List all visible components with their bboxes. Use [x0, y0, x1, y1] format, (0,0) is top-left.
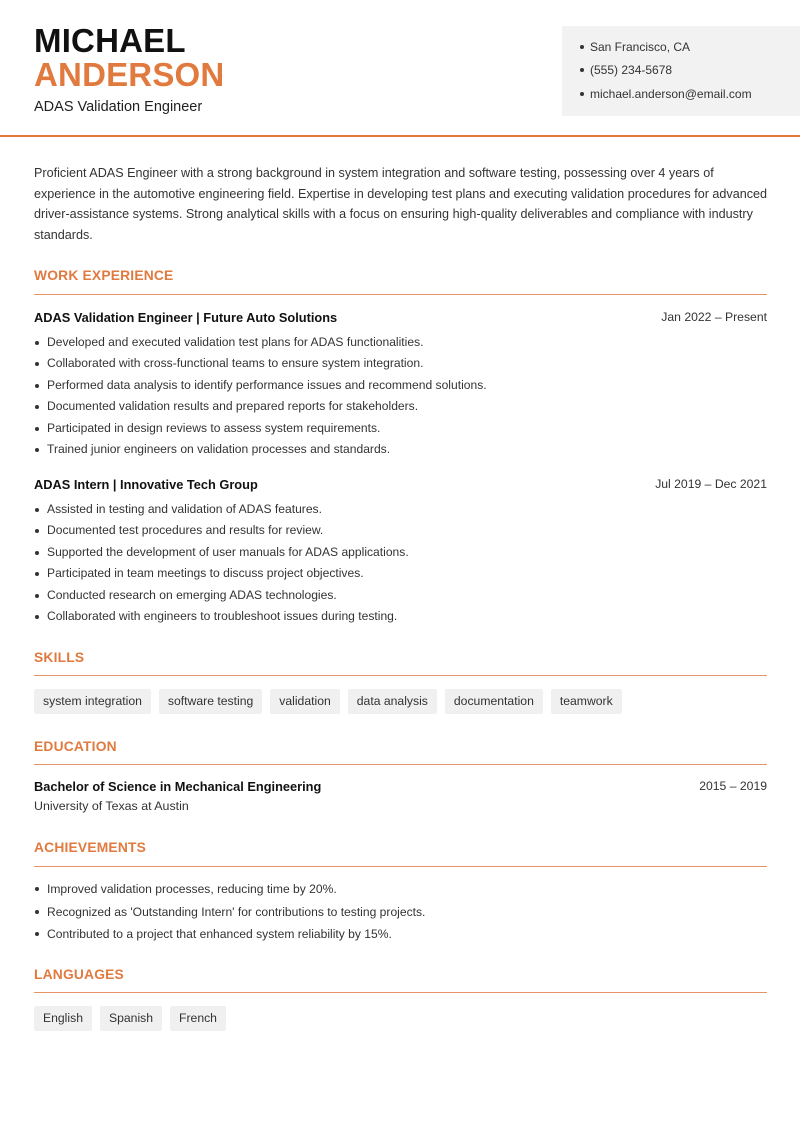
education-dates: 2015 – 2019 [699, 779, 767, 793]
summary-paragraph: Proficient ADAS Engineer with a strong background in system integration and software testing, possessing over 4 years of experience in the automotive engineering field. Expertise in developing test plans and executing validation procedures for advanced driver-assistance systems. Strong analytical skills with a focus on ensuring high-quality deliverables and compliance with industry standards. [34, 166, 768, 243]
location-text: San Francisco, CA [590, 40, 691, 54]
section-divider [34, 675, 767, 676]
job-dates-2: Jul 2019 – Dec 2021 [655, 477, 767, 491]
phone-text: (555) 234-5678 [590, 63, 673, 77]
job-2-bullets [34, 499, 764, 627]
list-item: Collaborated with engineers to troubleshoot issues during testing. [34, 606, 764, 627]
list-item: Conducted research on emerging ADAS technologies. [34, 585, 764, 606]
skills-heading: SKILLS [34, 650, 85, 665]
language-tag: Spanish [100, 1006, 162, 1031]
list-item: Collaborated with cross-functional teams to ensure system integration. [34, 353, 764, 374]
bullet-icon [580, 92, 584, 96]
skill-tag: system integration [34, 689, 151, 714]
skill-tag: documentation [445, 689, 543, 714]
section-divider [34, 294, 767, 295]
work-experience-heading: WORK EXPERIENCE [34, 268, 174, 283]
list-item: Supported the development of user manuals for ADAS applications. [34, 542, 764, 563]
list-item: Trained junior engineers on validation processes and standards. [34, 439, 764, 460]
list-item: Improved validation processes, reducing time by 20%. [34, 878, 764, 901]
list-item: Assisted in testing and validation of ADAS features. [34, 499, 764, 520]
list-item: Contributed to a project that enhanced system reliability by 15%. [34, 923, 764, 946]
contact-location [580, 40, 690, 54]
job-1-bullets [34, 332, 764, 460]
list-item: Developed and executed validation test plans for ADAS functionalities. [34, 332, 764, 353]
skill-tag: validation [270, 689, 340, 714]
degree-title: Bachelor of Science in Mechanical Engineering [34, 779, 322, 794]
skill-tag: teamwork [551, 689, 622, 714]
skills-tags [34, 689, 622, 714]
bullet-icon [580, 45, 584, 49]
job-title-1: ADAS Validation Engineer | Future Auto Solutions [34, 310, 338, 325]
job-title: ADAS Validation Engineer [34, 99, 203, 115]
language-tag: French [170, 1006, 226, 1031]
resume-header [0, 0, 800, 137]
skill-tag: software testing [159, 689, 262, 714]
bullet-icon [580, 68, 584, 72]
contact-email [580, 87, 752, 101]
languages-tags [34, 1006, 226, 1031]
list-item: Documented validation results and prepared reports for stakeholders. [34, 396, 764, 417]
contact-box [562, 26, 800, 116]
first-name: MICHAEL [34, 22, 186, 59]
email-text: michael.anderson@email.com [590, 87, 752, 101]
school-name: University of Texas at Austin [34, 799, 189, 813]
job-title-2: ADAS Intern | Innovative Tech Group [34, 477, 258, 492]
section-divider [34, 764, 767, 765]
language-tag: English [34, 1006, 92, 1031]
list-item: Documented test procedures and results for review. [34, 520, 764, 541]
list-item: Participated in team meetings to discuss project objectives. [34, 563, 764, 584]
section-divider [34, 866, 767, 867]
section-divider [34, 992, 767, 993]
achievements-list [34, 878, 764, 946]
achievements-heading: ACHIEVEMENTS [34, 840, 147, 855]
list-item: Performed data analysis to identify performance issues and recommend solutions. [34, 375, 764, 396]
education-heading: EDUCATION [34, 739, 117, 754]
contact-phone [580, 63, 672, 77]
skill-tag: data analysis [348, 689, 437, 714]
list-item: Recognized as 'Outstanding Intern' for contributions to testing projects. [34, 901, 764, 924]
languages-heading: LANGUAGES [34, 967, 124, 982]
list-item: Participated in design reviews to assess system requirements. [34, 418, 764, 439]
job-dates-1: Jan 2022 – Present [661, 310, 767, 324]
last-name: ANDERSON [34, 56, 225, 93]
